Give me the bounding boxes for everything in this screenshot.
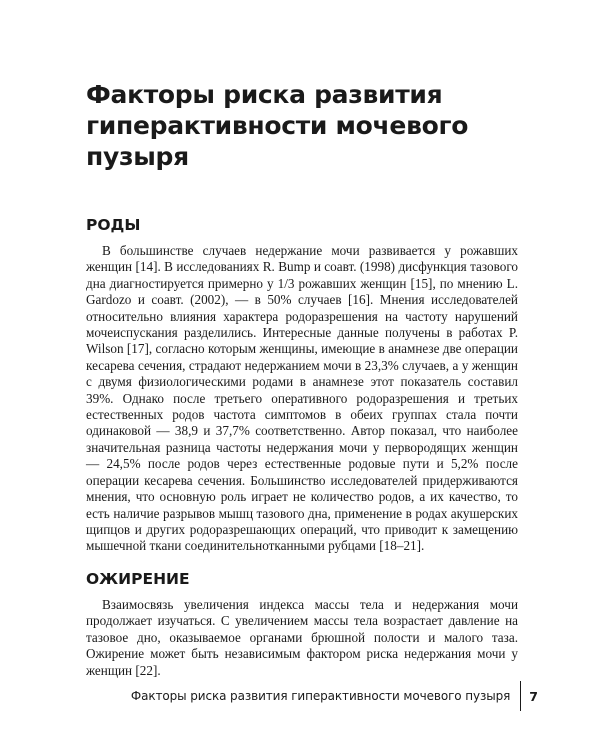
page-title: Факторы риска развития гиперактивности мочевого пузыря (86, 80, 469, 171)
section-paragraph: В большинстве случаев недержание мочи развивается у рожавших женщин [14]. В исследованиях R. Bump и соавт. (1998) дисфункция тазового дна диагностируется примерно у 1/3 рожавших женщин [15], по мнению L. Gardozo и соавт. (2002), — в 50% случаев [16]. Мнения исследователей относительно влияния характера родоразрешения на частоту нарушений мочеиспускания разделились. Интересные данные получены в работах P. Wilson [17], согласно которым женщины, имеющие в анамнезе две операции кесарева сечения, страдают недержанием мочи в 23,3% случаев, а у женщин с двумя физиологическими родами в анамнезе этот показатель составил 39%. Однако после третьего оперативного родоразрешения и третьих естественных родов частота симптомов в обеих группах стала почти одинаковой — 38,9 и 37,7% соответственно. Автор показал, что наиболее значительная разница частоты недержания мочи у первородящих женщин — 24,5% после родов через естественные родовые пути и 5,2% после операции кесарева сечения. Большинство исследователей придерживаются мнения, что основную роль играет не количество родов, а их качество, то есть наличие разрывов мышц тазового дна, применение в родах акушерских щипцов и других родоразрешающих операций, что приводит к замещению мышечной ткани соединительнотканными рубцами [18–21]. (86, 243, 518, 554)
section-heading: ОЖИРЕНИЕ (86, 570, 190, 588)
section-heading: РОДЫ (86, 216, 141, 234)
running-title: Факторы риска развития гиперактивности мочевого пузыря (130, 689, 511, 703)
footer-divider (520, 681, 521, 711)
section-obesity (86, 570, 518, 679)
page-number: 7 (529, 688, 538, 704)
section-childbirth (86, 216, 518, 555)
section-paragraph: Взаимосвязь увеличения индекса массы тела и недержания мочи продолжает изучаться. С увеличением массы тела возрастает давление на тазовое дно, оказываемое органами брюшной полости и малого таза. Ожирение может быть независимым фактором риска недержания мочи у женщин [22]. (86, 597, 518, 678)
page-footer (131, 681, 538, 711)
